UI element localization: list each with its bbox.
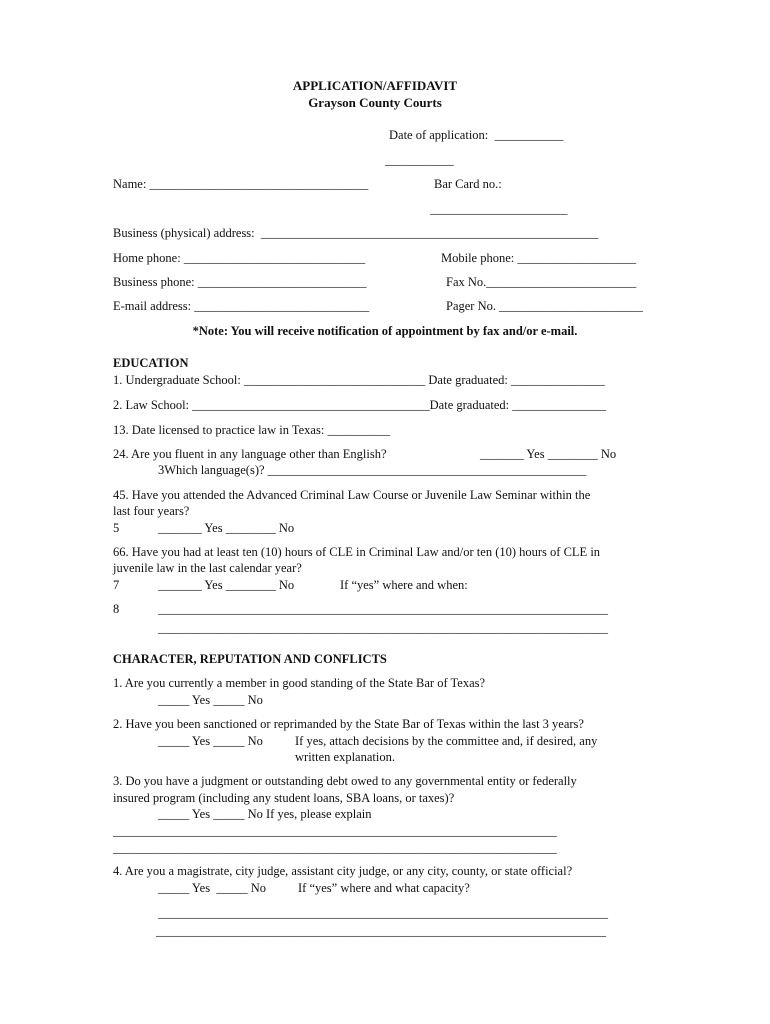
mobile-phone-field[interactable]: Mobile phone: ___________________ <box>441 251 637 265</box>
fluent-language-yes-no[interactable]: _______ Yes ________ No <box>480 447 617 461</box>
sanctioned-note-cont: written explanation. <box>295 750 395 764</box>
judgment-debt-yes-no[interactable]: _____ Yes _____ No If yes, please explain <box>158 807 372 821</box>
pager-field[interactable]: Pager No. _______________________ <box>446 299 643 313</box>
date-licensed-field[interactable]: 13. Date licensed to practice law in Texas: __________ <box>113 423 390 437</box>
good-standing-question: 1. Are you currently a member in good standing of the State Bar of Texas? <box>113 676 486 690</box>
list-number: 7 <box>113 578 120 592</box>
official-question: 4. Are you a magistrate, city judge, assistant city judge, or any city, county, or state official? <box>113 864 573 878</box>
bar-card-field[interactable]: ______________________ <box>430 202 568 216</box>
bar-card-label: Bar Card no.: <box>434 177 502 191</box>
notification-note: *Note: You will receive notification of appointment by fax and/or e-mail. <box>192 324 578 338</box>
education-heading: EDUCATION <box>113 356 189 370</box>
fax-field[interactable]: Fax No.________________________ <box>446 275 637 289</box>
which-languages-field[interactable]: 3Which language(s)? ___________________________________________________ <box>158 463 587 477</box>
undergraduate-school-field[interactable]: 1. Undergraduate School: _____________________________ Date graduated: _______________ <box>113 373 605 387</box>
official-capacity-line-2[interactable]: ________________________________________________________________________ <box>156 924 606 938</box>
fluent-language-question: 24. Are you fluent in any language other than English? <box>113 447 387 461</box>
sanctioned-note: If yes, attach decisions by the committee and, if desired, any <box>295 734 598 748</box>
cle-where-when-line-1[interactable]: ________________________________________________________________________ <box>158 602 608 616</box>
judgment-debt-question: 3. Do you have a judgment or outstanding debt owed to any governmental entity or federally <box>113 774 577 788</box>
cle-if-yes-label: If “yes” where and when: <box>340 578 468 592</box>
advanced-criminal-law-question-cont: last four years? <box>113 504 190 518</box>
name-field[interactable]: Name: ___________________________________ <box>113 177 369 191</box>
date-of-application-field[interactable]: Date of application: ___________ <box>389 128 564 142</box>
judgment-explain-line-1[interactable]: _______________________________________________________________________ <box>113 824 557 838</box>
form-title: APPLICATION/AFFIDAVIT <box>292 78 458 93</box>
email-field[interactable]: E-mail address: ____________________________ <box>113 299 370 313</box>
character-heading: CHARACTER, REPUTATION AND CONFLICTS <box>113 652 387 666</box>
cle-hours-yes-no[interactable]: _______ Yes ________ No <box>158 578 295 592</box>
list-number: 5 <box>113 521 120 535</box>
official-yes-no[interactable]: _____ Yes _____ No <box>158 881 267 895</box>
advanced-criminal-law-question: 45. Have you attended the Advanced Criminal Law Course or Juvenile Law Seminar within the <box>113 488 591 502</box>
sanctioned-question: 2. Have you been sanctioned or reprimanded by the State Bar of Texas within the last 3 years? <box>113 717 584 731</box>
law-school-field[interactable]: 2. Law School: ______________________________________Date graduated: _______________ <box>113 398 607 412</box>
official-capacity-line-1[interactable]: ________________________________________________________________________ <box>158 906 608 920</box>
advanced-criminal-law-yes-no[interactable]: _______ Yes ________ No <box>158 521 295 535</box>
business-phone-field[interactable]: Business phone: ___________________________ <box>113 275 367 289</box>
list-number: 8 <box>113 602 120 616</box>
date-of-application-line[interactable]: ___________ <box>385 153 454 167</box>
cle-hours-question-cont: juvenile law in the last calendar year? <box>113 561 302 575</box>
good-standing-yes-no[interactable]: _____ Yes _____ No <box>158 693 263 707</box>
form-subtitle: Grayson County Courts <box>308 95 442 110</box>
judgment-explain-line-2[interactable]: _______________________________________________________________________ <box>113 841 557 855</box>
cle-hours-question: 66. Have you had at least ten (10) hours of CLE in Criminal Law and/or ten (10) hours of CLE in <box>113 545 601 559</box>
home-phone-field[interactable]: Home phone: _____________________________ <box>113 251 366 265</box>
judgment-debt-question-cont: insured program (including any student loans, SBA loans, or taxes)? <box>113 791 455 805</box>
business-address-field[interactable]: Business (physical) address: ______________________________________________________ <box>113 226 599 240</box>
sanctioned-yes-no[interactable]: _____ Yes _____ No <box>158 734 263 748</box>
official-if-yes-label: If “yes” where and what capacity? <box>298 881 470 895</box>
cle-where-when-line-2[interactable]: ________________________________________________________________________ <box>158 621 608 635</box>
